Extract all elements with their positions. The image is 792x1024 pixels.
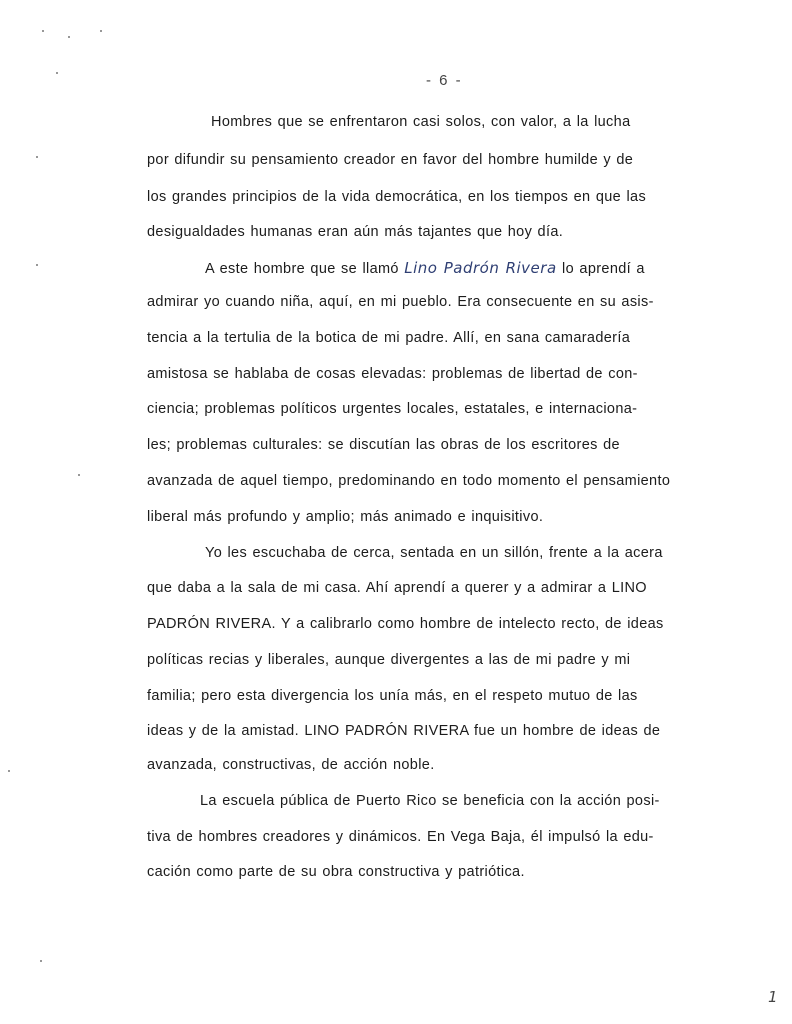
text-line: Yo les escuchaba de cerca, sentada en un sillón, frente a la acera xyxy=(205,545,663,561)
text-line xyxy=(205,259,645,277)
text-line: liberal más profundo y amplio; más animado e inquisitivo. xyxy=(147,509,544,525)
text-line: les; problemas culturales: se discutían las obras de los escritores de xyxy=(147,437,620,453)
text-line: avanzada de aquel tiempo, predominando en todo momento el pensamiento xyxy=(147,473,671,489)
text-line: admirar yo cuando niña, aquí, en mi pueblo. Era consecuente en su asis- xyxy=(147,294,654,310)
text-line: ideas y de la amistad. LINO PADRÓN RIVERA fue un hombre de ideas de xyxy=(147,723,661,739)
page-number: - 6 - xyxy=(426,72,463,89)
scan-speck xyxy=(100,30,102,32)
scan-speck xyxy=(68,36,70,38)
scan-speck xyxy=(56,72,58,74)
scan-speck xyxy=(8,770,10,772)
line-text-before: A este hombre que se llamó xyxy=(205,261,399,277)
text-line: por difundir su pensamiento creador en favor del hombre humilde y de xyxy=(147,152,634,168)
text-line: ciencia; problemas políticos urgentes locales, estatales, e internaciona- xyxy=(147,401,638,417)
scan-speck xyxy=(36,264,38,266)
scan-speck xyxy=(40,960,42,962)
line-text-after: lo aprendí a xyxy=(562,261,645,277)
text-line: tiva de hombres creadores y dinámicos. En Vega Baja, él impulsó la edu- xyxy=(147,829,654,845)
text-line: amistosa se hablaba de cosas elevadas: problemas de libertad de con- xyxy=(147,366,638,382)
text-line: desigualdades humanas eran aún más tajantes que hoy día. xyxy=(147,224,564,240)
text-line: tencia a la tertulia de la botica de mi padre. Allí, en sana camaradería xyxy=(147,330,631,346)
text-line: Hombres que se enfrentaron casi solos, con valor, a la lucha xyxy=(211,114,631,130)
handwritten-name: Lino Padrón Rivera xyxy=(404,259,557,277)
scan-speck xyxy=(78,474,80,476)
scan-speck xyxy=(36,156,38,158)
text-line: La escuela pública de Puerto Rico se beneficia con la acción posi- xyxy=(200,793,660,809)
text-line: que daba a la sala de mi casa. Ahí aprendí a querer y a admirar a LINO xyxy=(147,580,647,596)
text-line: familia; pero esta divergencia los unía más, en el respeto mutuo de las xyxy=(147,688,638,704)
text-line: PADRÓN RIVERA. Y a calibrarlo como hombre de intelecto recto, de ideas xyxy=(147,616,664,632)
text-line: avanzada, constructivas, de acción noble. xyxy=(147,757,435,773)
text-line: políticas recias y liberales, aunque divergentes a las de mi padre y mi xyxy=(147,652,631,668)
corner-mark: 1 xyxy=(768,988,778,1006)
text-line: cación como parte de su obra constructiva y patriótica. xyxy=(147,864,525,880)
text-line: los grandes principios de la vida democrática, en los tiempos en que las xyxy=(147,189,647,205)
scan-speck xyxy=(42,30,44,32)
